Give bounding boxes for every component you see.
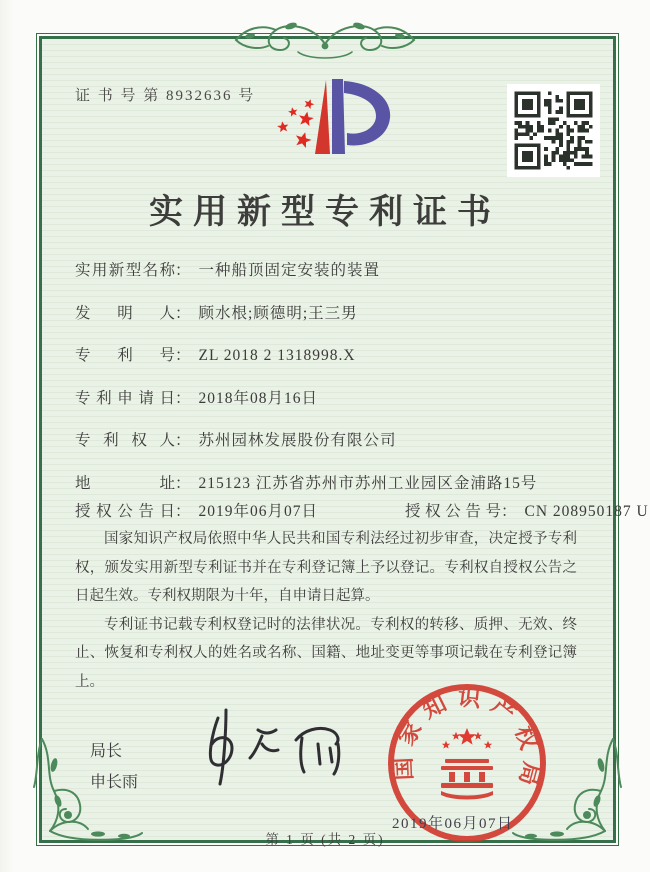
- commissioner-block: [90, 736, 138, 798]
- grant-date-colon: ：: [175, 503, 191, 520]
- qr-code: [507, 84, 600, 177]
- field-value: 215123 江苏省苏州市苏州工业园区金浦路15号: [198, 475, 538, 492]
- certificate-number: 证 书 号 第 8932636 号: [75, 88, 256, 104]
- field-colon: ：: [175, 475, 191, 492]
- field-label: 发明人: [75, 305, 175, 322]
- legal-paragraph-2: 专利证书记载专利权登记时的法律状况。专利权的转移、质押、无效、终止、恢复和专利权人的姓名或名称、国籍、地址变更等事项记载在专利登记簿上。: [75, 616, 577, 690]
- field-colon: ：: [175, 347, 191, 364]
- field-label: 专利号: [75, 347, 175, 364]
- field-label: 实用新型名称: [75, 262, 175, 279]
- field-inventors: [75, 301, 358, 323]
- page-number: 第 1 页 (共 2 页): [265, 832, 385, 847]
- logo-p-mark: [315, 79, 390, 154]
- certificate-title: 实用新型专利证书: [149, 194, 501, 231]
- field-value: 苏州园林发展股份有限公司: [198, 432, 397, 449]
- field-patentee: [75, 428, 397, 450]
- field-colon: ：: [175, 390, 191, 407]
- field-label: 地址: [75, 475, 175, 492]
- field-colon: ：: [175, 262, 191, 279]
- field-grant-row: [75, 499, 649, 521]
- field-colon: ：: [175, 305, 191, 322]
- grant-date-label: 授权公告日: [75, 503, 175, 520]
- legal-paragraph-1: 国家知识产权局依照中华人民共和国专利法经过初步审查，决定授予专利权，颁发实用新型专利证书并在专利登记簿上予以登记。专利权自授权公告之日起生效。专利权期限为十年，自申请日起算。: [75, 531, 577, 604]
- seal-date: 2019年06月07日: [392, 816, 514, 832]
- field-utility-model-name: [75, 258, 380, 280]
- grant-date-value: 2019年06月07日: [198, 503, 319, 520]
- seal-text: 国家知识产权局: [390, 684, 545, 797]
- field-patent-number: [75, 343, 356, 365]
- grant-number-colon: ：: [501, 503, 517, 520]
- field-value: 2018年08月16日: [198, 390, 319, 407]
- handwritten-signature-icon: [188, 700, 348, 795]
- commissioner-title: 局长: [90, 743, 123, 760]
- field-address: [75, 471, 537, 493]
- legal-text: [75, 525, 577, 696]
- field-filing-date: [75, 386, 318, 408]
- field-label: 专利权人: [75, 432, 175, 449]
- grant-number-value: CN 208950187 U: [524, 503, 649, 520]
- field-value: 顾水根;顾德明;王三男: [198, 305, 358, 322]
- seal-national-emblem: [441, 728, 493, 800]
- commissioner-name: 申长雨: [90, 774, 139, 791]
- grant-number-label: 授权公告号: [405, 503, 501, 520]
- field-value: ZL 2018 2 1318998.X: [198, 347, 356, 364]
- field-colon: ：: [175, 432, 191, 449]
- field-label: 专利申请日: [75, 390, 175, 407]
- field-value: 一种船顶固定安装的装置: [198, 262, 381, 279]
- grant-number-group: [405, 499, 649, 521]
- cnipa-patent-logo-icon: [252, 74, 397, 171]
- logo-stars: [277, 97, 316, 148]
